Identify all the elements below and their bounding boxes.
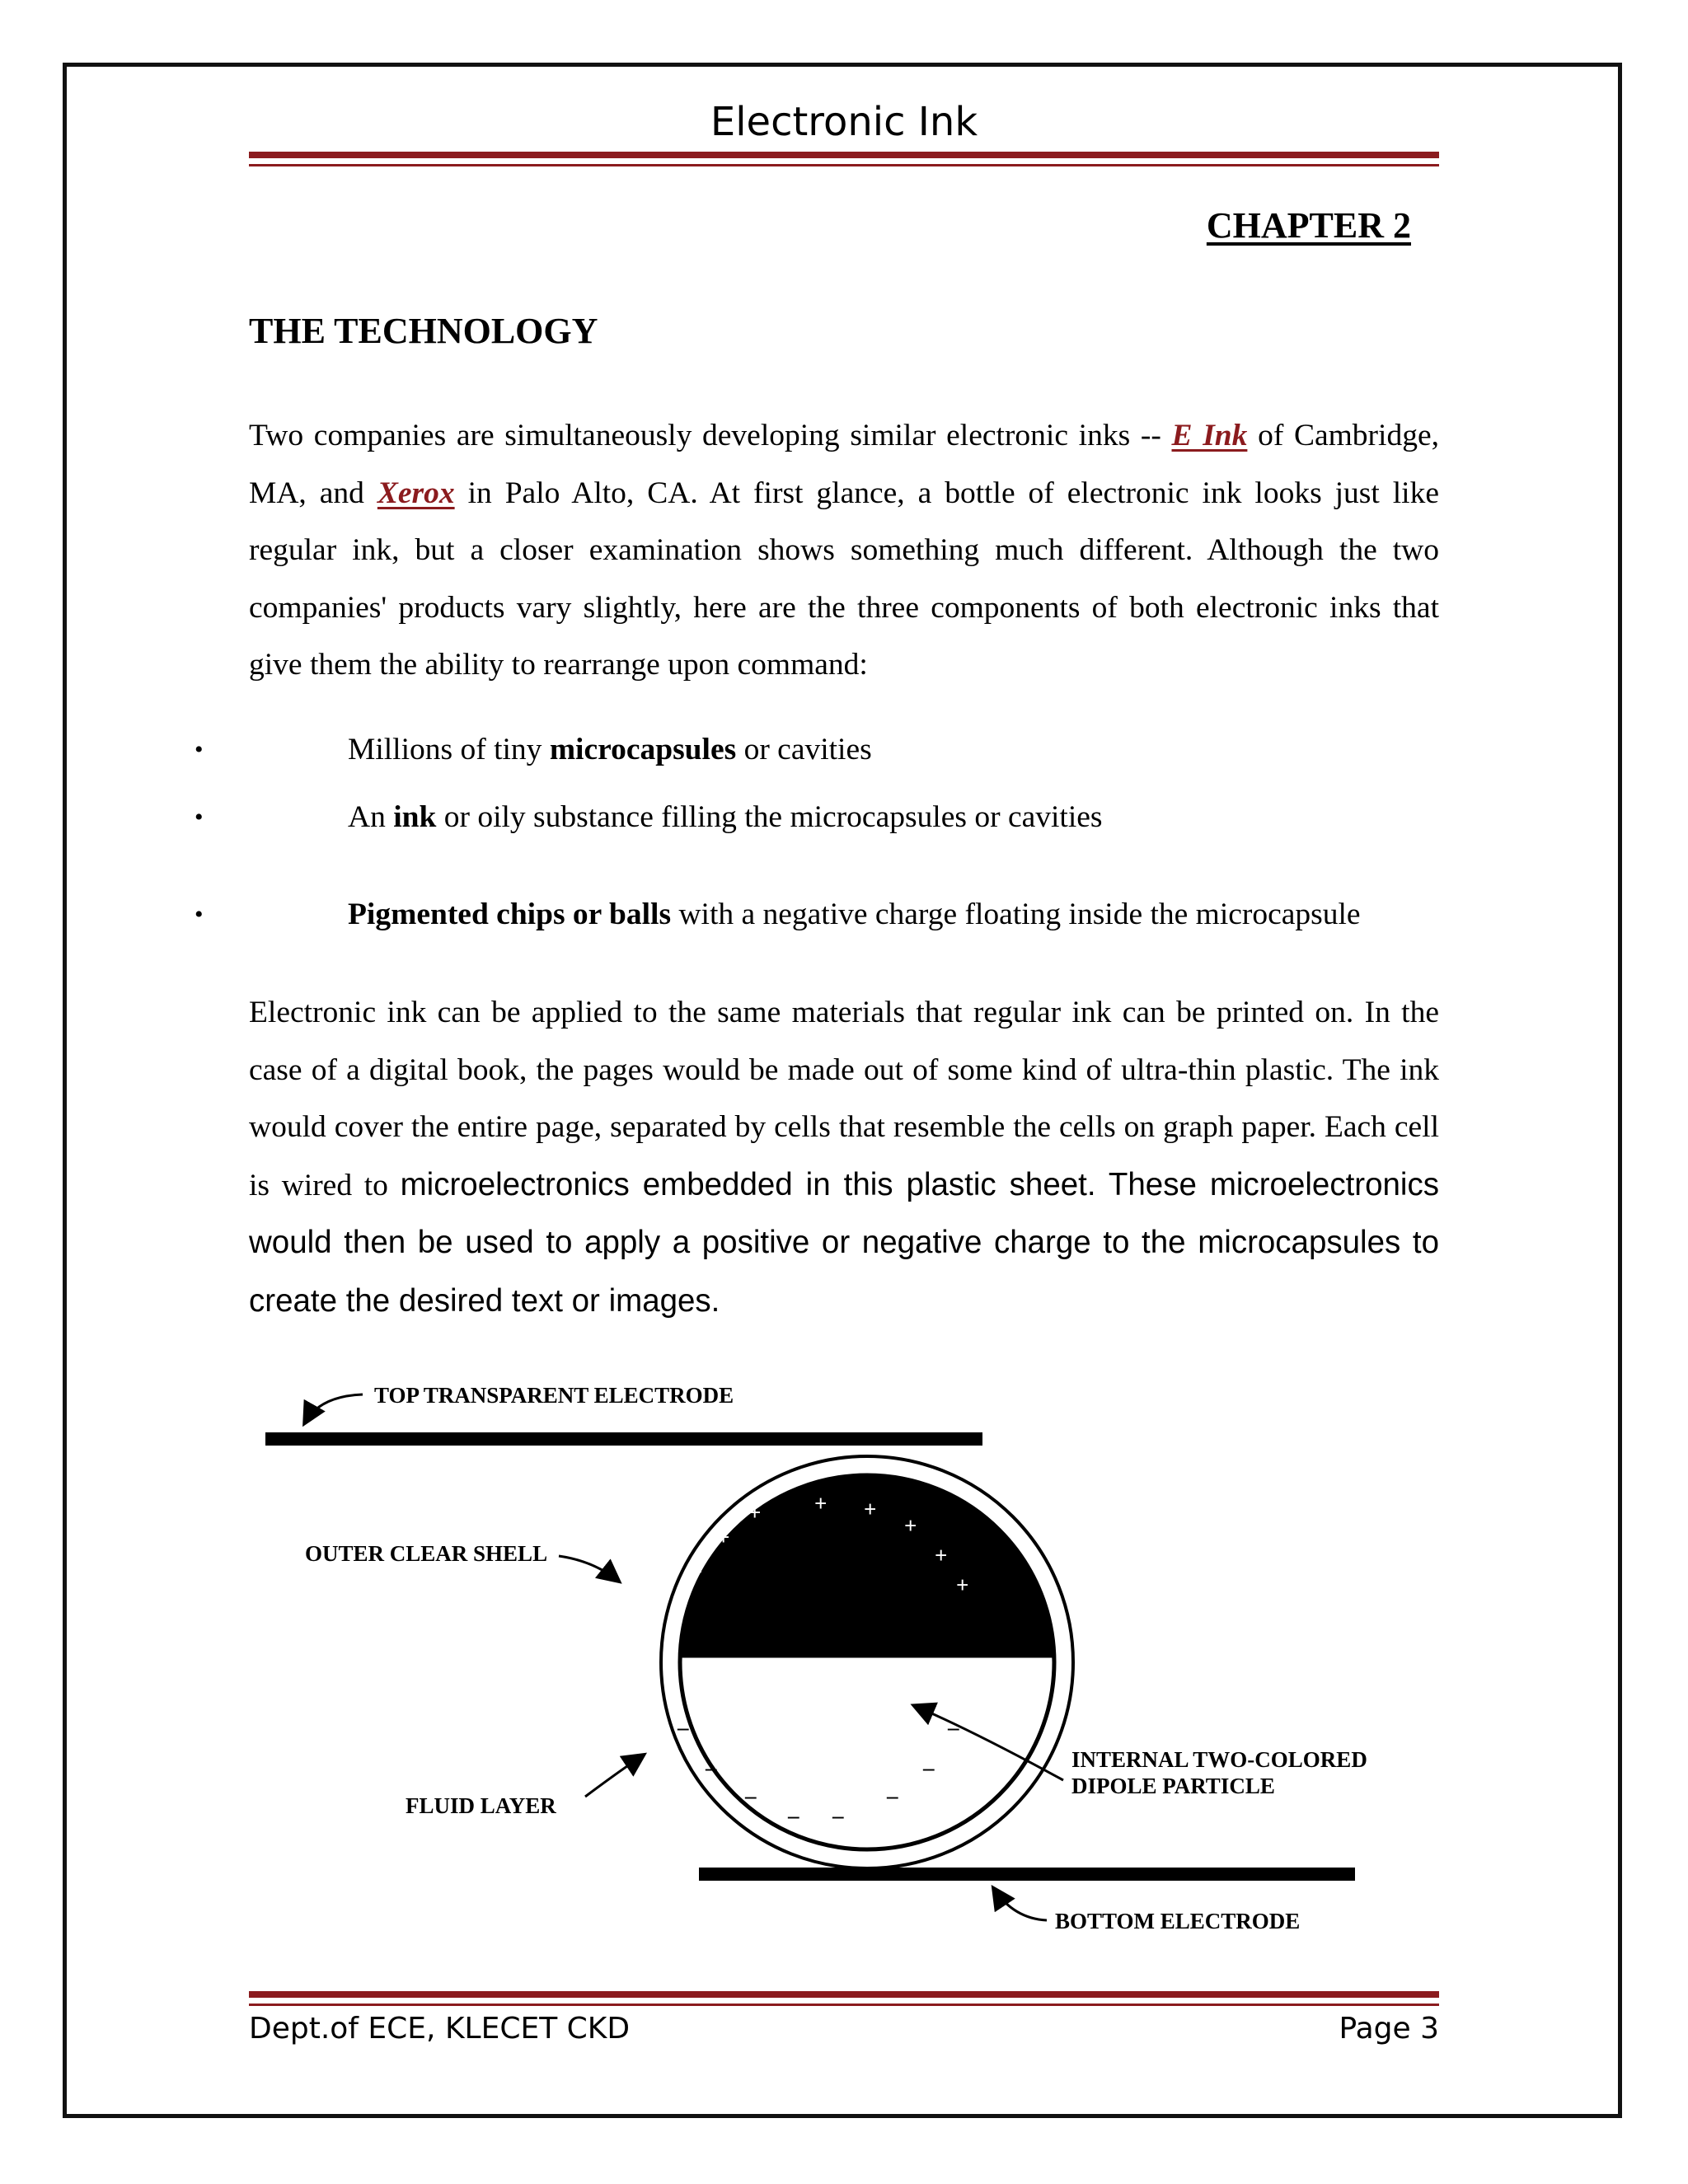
minus-sign: – [788,1803,799,1828]
para-text: in Palo Alto, CA. At first glance, a bottle of electronic ink looks just like regular ink, but a closer examination shows something much different. Although the two companies' products vary slightly, here are the three components of both electronic inks that give them the ability to rearrange upon command: [249,476,1439,682]
list-item-text [348,725,872,775]
plus-sign: + [690,1559,703,1584]
plus-sign: + [748,1500,762,1525]
item-text: or cavities [736,733,872,766]
list-item-text [348,890,1361,940]
item-text: Millions of tiny [348,733,550,766]
label-fluid-layer: FLUID LAYER [406,1793,556,1818]
black-hemisphere [676,1467,1063,1657]
label-top-electrode: TOP TRANSPARENT ELECTRODE [374,1383,734,1408]
para-text: of Cambridge, MA, and [249,419,1439,510]
xerox-link[interactable]: Xerox [377,476,455,510]
eink-link[interactable]: E Ink [1171,419,1248,452]
label-outer-shell: OUTER CLEAR SHELL [305,1541,548,1566]
ink-application-paragraph [249,984,1439,1330]
arrow-outer-shell [559,1556,618,1581]
header-rule [249,152,1439,166]
minus-sign: – [706,1755,717,1780]
plus-sign: + [814,1491,828,1516]
minus-sign: – [948,1715,959,1740]
minus-sign: – [832,1803,844,1828]
plus-sign: + [864,1497,877,1521]
section-title: THE TECHNOLOGY [249,311,598,351]
label-dipole-line1: INTERNAL TWO-COLORED [1071,1747,1367,1772]
item-bold: Pigmented chips or balls [348,898,672,931]
minus-sign: – [923,1755,935,1780]
bullet-icon: • [195,901,204,928]
arrow-bottom-electrode [994,1889,1047,1920]
plus-sign: + [717,1525,730,1549]
item-text: with a negative charge floating inside the microcapsule [671,898,1361,931]
label-dipole-line2: DIPOLE PARTICLE [1071,1774,1275,1798]
item-text: An [348,800,394,834]
plus-sign: + [956,1572,969,1597]
para-text: Two companies are simultaneously developing similar electronic inks -- [249,419,1172,452]
microcapsule-diagram [247,1368,1401,1961]
minus-sign: – [745,1783,757,1808]
item-bold: ink [393,800,437,834]
bottom-electrode [699,1868,1355,1881]
bullet-icon: • [195,804,204,831]
para-text: Electronic ink can be applied to the same materials that regular ink can be printed on. In the case of a digital book, the pages would be made out of some kind of ultra-thin plastic. The ink would cover the entire page, separated by cells that resemble the cells on graph paper. Each cell is wired to [249,996,1439,1202]
bullet-icon: • [195,736,204,763]
minus-sign: – [678,1715,689,1740]
top-electrode [265,1432,982,1446]
arrow-fluid-layer [585,1755,643,1797]
plus-sign: + [935,1543,948,1568]
list-item-text [348,793,1102,842]
minus-sign: – [887,1783,898,1808]
item-bold: microcapsules [549,733,737,766]
footer-department: Dept.of ECE, KLECET CKD [249,2012,631,2046]
para-text-sans: microelectronics embedded in this plastic sheet. These microelectronics would then be used to apply a positive or negative charge to the microcapsules to create the desired text or images. [249,1166,1439,1319]
intro-paragraph [249,407,1439,694]
footer-page-number: Page 3 [1339,2012,1439,2046]
running-header: Electronic Ink [710,99,978,145]
plus-sign: + [904,1513,917,1538]
chapter-heading: CHAPTER 2 [1206,205,1411,246]
item-text: or oily substance filling the microcapsules or cavities [436,800,1103,834]
label-bottom-electrode: BOTTOM ELECTRODE [1055,1909,1301,1933]
arrow-top-electrode [305,1394,363,1422]
